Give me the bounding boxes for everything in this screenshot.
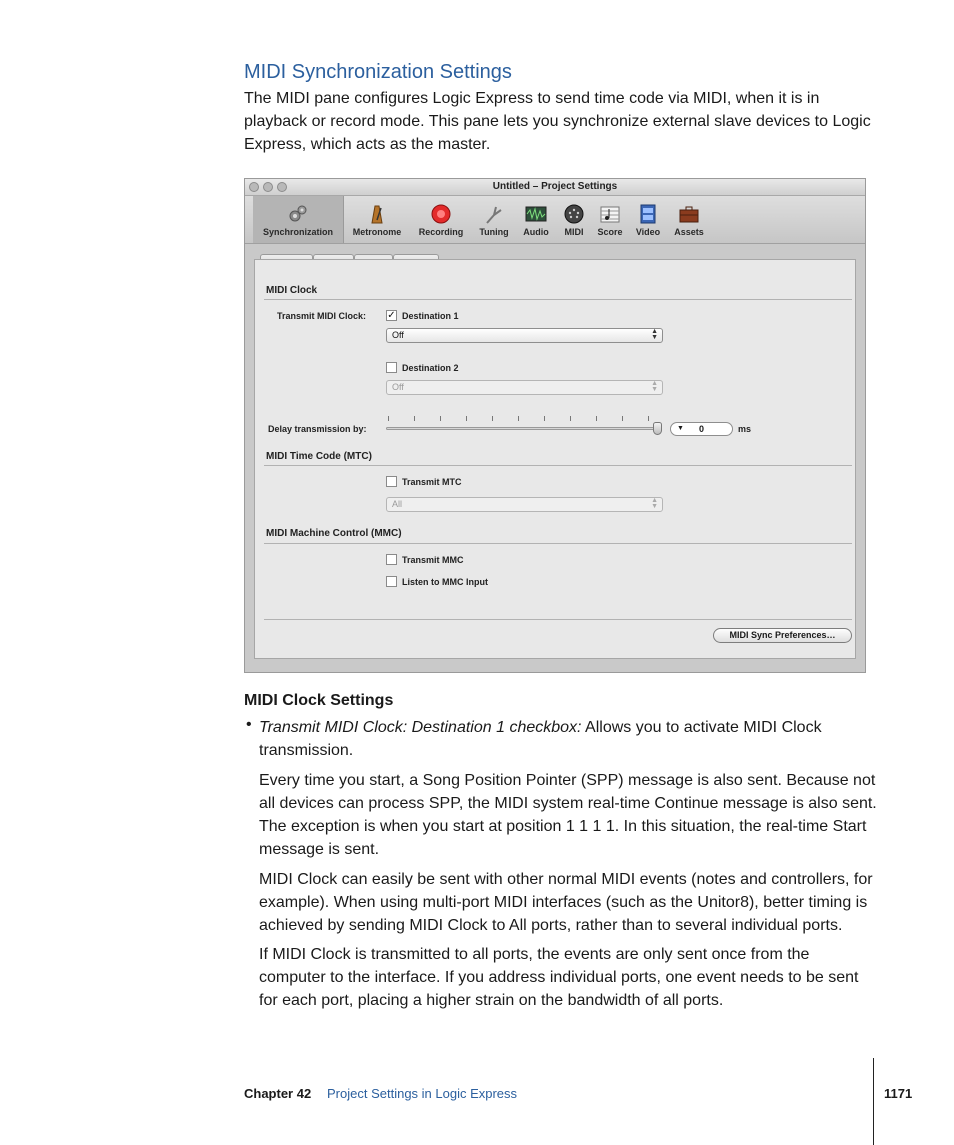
body-paragraph: If MIDI Clock is transmitted to all ports, the events are only sent once from the computer to the interface. If you address individual ports, one event needs to be sent for each port, placing a higher strain on the bandwidth of all ports. — [259, 946, 859, 1009]
transmit-midi-clock-label: Transmit MIDI Clock: — [277, 311, 367, 321]
separator — [264, 465, 852, 466]
destination-1-popup[interactable] — [386, 328, 663, 343]
popup-value: Off — [392, 330, 404, 340]
page-number: 1171 — [884, 1086, 913, 1101]
tuning-fork-icon — [483, 203, 505, 225]
delay-unit: ms — [738, 424, 752, 434]
waveform-icon — [525, 203, 547, 225]
listen-mmc-checkbox[interactable] — [386, 576, 397, 587]
transmit-mmc-checkbox[interactable] — [386, 554, 397, 565]
midi-sync-preferences-button[interactable]: MIDI Sync Preferences… — [713, 628, 852, 643]
down-arrow-icon: ▼ — [677, 425, 684, 432]
bullet-marker: • — [246, 716, 252, 733]
delay-transmission-label: Delay transmission by: — [268, 424, 367, 434]
record-icon — [430, 203, 452, 225]
separator — [264, 619, 852, 620]
destination-2-label: Destination 2 — [402, 363, 459, 373]
body-paragraph: Every time you start, a Song Position Pointer (SPP) message is also sent. Because not all devices can process SPP, the MIDI system real-time Continue message is also sent. The exception is when you start at position 1 1 1 1. In this situation, the real-time Start message is sent. — [259, 772, 877, 858]
delay-stepper[interactable] — [670, 422, 733, 436]
film-icon — [637, 203, 659, 225]
group-title-mmc: MIDI Machine Control (MMC) — [266, 528, 402, 539]
updown-arrows-icon: ▲ ▼ — [651, 380, 658, 393]
body-paragraph: MIDI Clock can easily be sent with other normal MIDI events (notes and controllers, for example). When using multi-port MIDI interfaces (such as the Unitor8), better timing is achieved by sending MIDI Clock to All ports, rather than to several individual ports. — [259, 871, 873, 934]
toolbar-label: Score — [597, 227, 623, 237]
gears-icon — [287, 203, 309, 225]
destination-1-checkbox[interactable]: ✓ — [387, 310, 396, 321]
toolbar-midi[interactable] — [557, 196, 591, 243]
popup-value: All — [392, 499, 403, 509]
footer-chapter-title: Project Settings in Logic Express — [327, 1086, 518, 1101]
mtc-destination-popup[interactable] — [386, 497, 663, 512]
transmit-mtc-checkbox[interactable] — [386, 476, 397, 487]
intro-paragraph: The MIDI pane configures Logic Express to send time code via MIDI, when it is in playback or record mode. This pane lets you synchronize external slave devices to Logic Express, which acts as the master. — [244, 90, 871, 153]
toolbar-assets[interactable] — [669, 196, 709, 243]
footer-chapter: Chapter 42 — [244, 1086, 312, 1101]
destination-2-popup[interactable] — [386, 380, 663, 395]
toolbar-audio[interactable] — [517, 196, 555, 243]
delay-slider[interactable] — [386, 427, 658, 430]
section-title: MIDI Synchronization Settings — [244, 61, 512, 83]
toolbar-synchronization[interactable] — [253, 196, 344, 243]
toolbar-label: Metronome — [352, 227, 402, 237]
bullet-item — [259, 716, 879, 762]
updown-arrows-icon: ▲ ▼ — [651, 497, 658, 510]
notes-icon — [599, 203, 621, 225]
toolbar-recording[interactable] — [411, 196, 471, 243]
group-title-midi-clock: MIDI Clock — [266, 285, 318, 296]
briefcase-icon — [678, 203, 700, 225]
group-title-mtc: MIDI Time Code (MTC) — [266, 451, 372, 462]
updown-arrows-icon: ▲ ▼ — [651, 328, 658, 341]
toolbar-label: Audio — [523, 227, 549, 237]
toolbar-metronome[interactable] — [345, 196, 409, 243]
toolbar-label: Video — [635, 227, 661, 237]
separator — [264, 543, 852, 544]
bullet-description: Allows you to activate MIDI Clock transmission. — [259, 719, 822, 759]
popup-value: Off — [392, 382, 404, 392]
subsection-title: MIDI Clock Settings — [244, 692, 394, 709]
footer-divider — [873, 1058, 874, 1145]
toolbar-score[interactable] — [593, 196, 627, 243]
bullet-term: Transmit MIDI Clock: Destination 1 checkbox: — [259, 719, 582, 736]
destination-1-label: Destination 1 — [402, 311, 459, 321]
slider-ticks — [388, 416, 658, 422]
transmit-mmc-label: Transmit MMC — [402, 555, 464, 565]
midi-plug-icon — [563, 203, 585, 225]
project-settings-window — [244, 178, 866, 673]
metronome-icon — [366, 203, 388, 225]
toolbar-label: MIDI — [564, 227, 584, 237]
transmit-mtc-label: Transmit MTC — [402, 477, 462, 487]
title-bar — [245, 179, 865, 196]
toolbar-label: Assets — [674, 227, 704, 237]
toolbar-label: Recording — [418, 227, 464, 237]
window-title: Untitled – Project Settings — [492, 181, 618, 192]
separator — [264, 299, 852, 300]
toolbar-video[interactable] — [629, 196, 667, 243]
toolbar-label: Synchronization — [262, 227, 333, 237]
destination-2-checkbox[interactable] — [386, 362, 397, 373]
toolbar-tuning[interactable] — [473, 196, 515, 243]
delay-value: 0 — [699, 424, 705, 434]
delay-slider-thumb[interactable] — [653, 422, 662, 435]
listen-mmc-label: Listen to MMC Input — [402, 577, 488, 587]
toolbar-label: Tuning — [479, 227, 509, 237]
toolbar — [245, 196, 865, 244]
